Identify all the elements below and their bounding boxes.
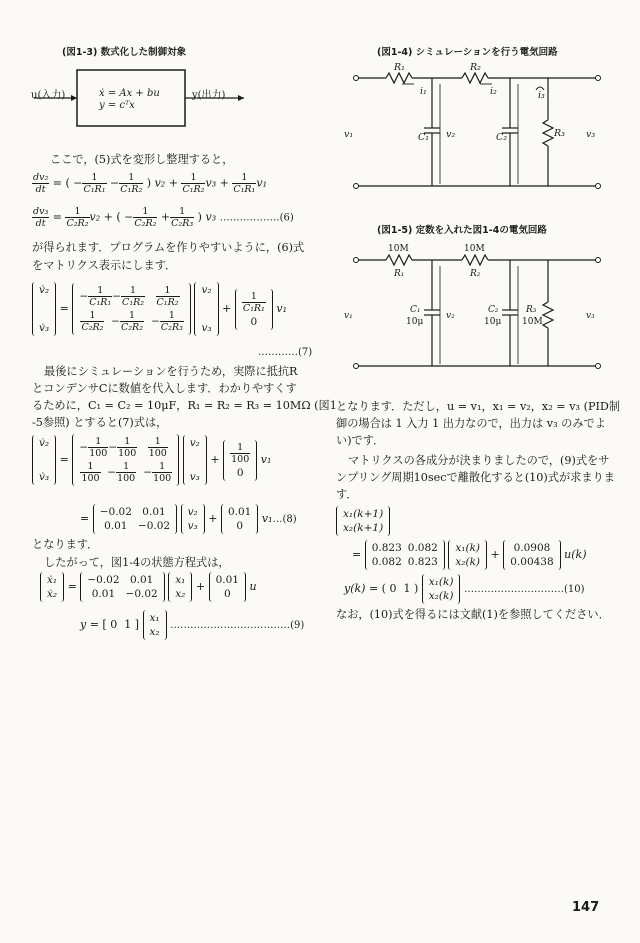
fig14-i3-label: i₃ bbox=[538, 90, 545, 101]
eq-state: ẋ₁ ẋ₂ = −0.02 0.01 0.01 −0.02 x₁ x₂ + 0.01 0 u bbox=[40, 572, 257, 602]
eq9-tag: ………………………………(9) bbox=[170, 620, 305, 631]
eq7-tag: …………(7) bbox=[258, 347, 313, 358]
fig14-c2-label: C₂ bbox=[496, 132, 508, 143]
eq10-output: y(k) = ( 0 1 ) x₁(k) x₂(k) …………………………(10) bbox=[344, 576, 585, 602]
fig14-i1-label: i₁ bbox=[420, 86, 427, 97]
fig15-c1-label: C₁ bbox=[410, 305, 421, 315]
fig15-v3-label: v₃ bbox=[586, 311, 595, 321]
right-para-7: なお，(10)式を得るには文献(1)を参照してください． bbox=[336, 608, 610, 621]
fig13-caption: (図1-3) 数式化した制御対象 bbox=[62, 47, 187, 58]
eq-dv2dt: $\frac{\text{dv₂}}{dt}$ = ( − $\frac{1}{\text{C₁R₁}}$ − $\frac{1}{\text{C₁R₂}}$ ) v₂ + $\frac{1}{\text{C₁R₂}}$ v₃ + $\frac{1}{\text{C₁R₁}}$ v₁ bbox=[33, 172, 267, 195]
left-para-2: が得られます．プログラムを作りやすいように，(6)式 bbox=[32, 241, 305, 254]
left-para-8: となります． bbox=[32, 538, 99, 551]
fig15-r3-label: R₃ bbox=[526, 305, 537, 315]
left-para-1: ここで，(5)式を変形し整理すると， bbox=[50, 153, 234, 166]
left-para-6: るために，C₁ = C₂ = 10μF，R₁ = R₂ = R₃ = 10MΩ (図1 bbox=[32, 399, 337, 412]
fig15-r1-label: R₁ bbox=[394, 269, 405, 279]
fig14-i2-label: i₂ bbox=[490, 86, 497, 97]
page-number: 147 bbox=[572, 900, 600, 915]
fig14-v2-label: v₂ bbox=[446, 129, 456, 140]
eq6-tag: ………………(6) bbox=[219, 212, 294, 224]
fig14-c1-label: C₁ bbox=[418, 132, 430, 143]
left-para-4: 最後にシミュレーションを行うため，実際に抵抗R bbox=[44, 365, 298, 378]
eq8-tag: …(8) bbox=[272, 514, 297, 525]
fig15-r2-value: 10M bbox=[464, 244, 485, 254]
fig15-r3-value: 10M bbox=[522, 317, 543, 327]
fig15-r2-label: R₂ bbox=[470, 269, 481, 279]
eq8: = −0.02 0.01 0.01 −0.02 v₂ v₃ + 0.01 0 v₁…(8) bbox=[80, 506, 297, 532]
eq10-discrete: = 0.823 0.082 0.082 0.823 x₁(k) x₂(k) + 0.0908 0.00438 u(k) bbox=[352, 542, 587, 568]
right-para-3: い)です． bbox=[336, 434, 385, 447]
left-para-5: とコンデンサCに数値を代入します．わかりやすくす bbox=[32, 382, 297, 395]
fig15-caption: (図1-5) 定数を入れた図1-4の電気回路 bbox=[377, 225, 547, 236]
fig14-v1-label: v₁ bbox=[344, 129, 354, 140]
fig14-r2-label: R₂ bbox=[470, 62, 481, 73]
fig15-v2-label: v₂ bbox=[446, 311, 455, 321]
fig14-r1-label: R₁ bbox=[394, 62, 405, 73]
right-para-2: 御の場合は 1 入力 1 出力なので，出力は v₃ のみでよ bbox=[336, 417, 606, 430]
fig15-r1-value: 10M bbox=[388, 244, 409, 254]
fig15-c2-value: 10μ bbox=[484, 317, 502, 327]
right-para-4: マトリクスの各成分が決まりましたので，(9)式をサ bbox=[348, 454, 610, 467]
fig13-output-eq: y = cᵀx bbox=[99, 100, 135, 111]
left-para-9: したがって，図1-4の状態方程式は， bbox=[44, 556, 230, 569]
fig14-r3-label: R₃ bbox=[554, 128, 565, 139]
fig13-output-label: y(出力) bbox=[192, 90, 226, 101]
right-para-1: となります．ただし，u = v₁，x₁ = v₂，x₂ = v₃ (PID制 bbox=[336, 400, 621, 413]
fig15-v1-label: v₁ bbox=[344, 311, 353, 321]
fig14-caption: (図1-4) シミュレーションを行う電気回路 bbox=[377, 47, 558, 58]
eq7-numeric: v̇₂ v̇₃ = − $\frac{1}{100}$ − $\frac{1}{100}$ $\frac{1}{100}$ $\frac{1}{100}$ − $\frac{1}{100}$ − $\frac{1}{100}$ v₂ v₃ + $\frac{1}{100}$ 0 v₁ bbox=[32, 434, 271, 486]
left-para-3: をマトリクス表示にします． bbox=[32, 259, 177, 272]
fig14-circuit bbox=[340, 60, 610, 198]
fig15-c2-label: C₂ bbox=[488, 305, 499, 315]
fig13-state-eq: ẋ = Ax + bu bbox=[99, 88, 160, 99]
fig15-circuit bbox=[340, 238, 610, 374]
eq9: y = [ 0 1 ] x₁ x₂ ………………………………(9) bbox=[80, 612, 305, 638]
fig13-input-label: u(入力) bbox=[31, 90, 66, 101]
right-para-6: す． bbox=[336, 488, 358, 501]
right-para-5: ンプリング周期10secで離散化すると(10)式が求まりま bbox=[336, 471, 615, 484]
eq7-matrix-form: v̇₂ v̇₃ = − $\frac{1}{\text{C₁R₁}}$ − $\frac{1}{\text{C₁R₂}}$ $\frac{1}{\text{C₁R₂}}$ $\frac{1}{\text{C₂R₂}}$ − $\frac{1}{\text{C₂R₂}}$ − $\frac{1}{\text{C₂R₃}}$ v₂ v₃ + $\frac{1}{\text{C₁R₁}}$ 0 v₁ bbox=[32, 282, 287, 336]
fig14-v3-label: v₃ bbox=[586, 129, 596, 140]
eq10-lhs: x₁(k+1) x₂(k+1) bbox=[336, 506, 390, 536]
eq10-tag: …………………………(10) bbox=[463, 584, 585, 595]
fig15-c1-value: 10μ bbox=[406, 317, 424, 327]
left-para-7: -5参照) とすると(7)式は， bbox=[32, 416, 168, 429]
eq-dv3dt: $\frac{\text{dv₃}}{dt}$ = $\frac{1}{\text{C₂R₂}}$ v₂ + ( − $\frac{1}{\text{C₂R₂}}$ + $\frac{1}{\text{C₂R₃}}$ ) v₃ ………………(6) bbox=[33, 206, 294, 229]
